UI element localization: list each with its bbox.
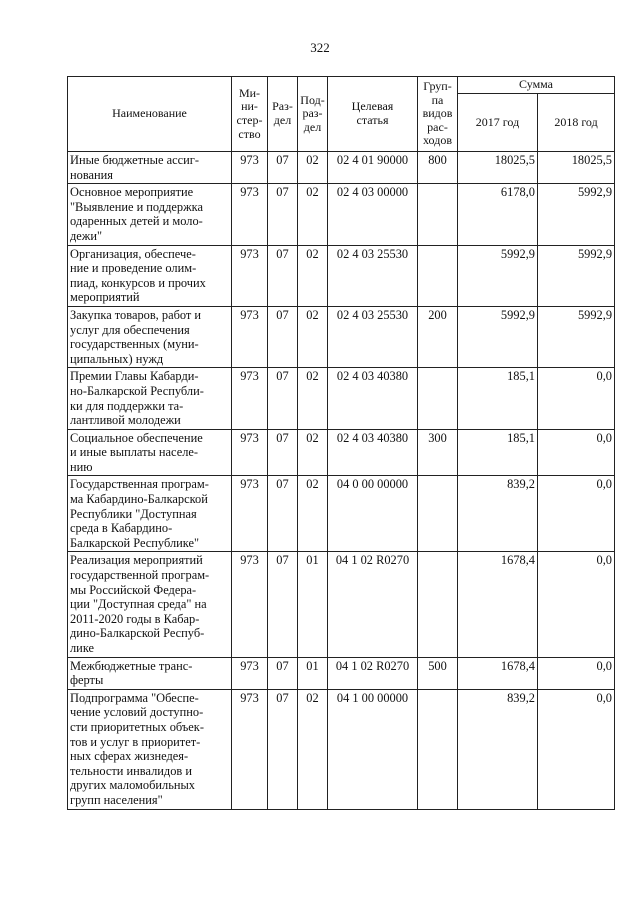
row-section: 07: [268, 657, 298, 689]
table-row: [68, 689, 615, 809]
header-line: ство: [238, 126, 261, 141]
header-line: Ми-: [238, 85, 261, 100]
header-sum: Сумма: [458, 77, 615, 94]
row-name: [68, 476, 232, 552]
row-ministry: 973: [232, 476, 268, 552]
row-ministry: 973: [232, 245, 268, 306]
row-ministry: 973: [232, 657, 268, 689]
row-target: 02 4 03 00000: [328, 184, 418, 245]
row-sum-2018: 5992,9: [538, 306, 615, 367]
row-sum-2017: 5992,9: [458, 245, 538, 306]
row-name-line: 2011-2020 годы в Кабар-: [70, 611, 200, 626]
header-line: дел: [303, 119, 322, 134]
row-name-line: ферты: [70, 673, 104, 688]
row-name-line: ма Кабардино-Балкарской: [70, 492, 208, 507]
row-name-line: лике: [70, 641, 95, 655]
row-name-line: Подпрограмма "Обеспе-: [70, 690, 199, 705]
row-sum-2018: 0,0: [538, 689, 615, 809]
row-target: 02 4 03 40380: [328, 368, 418, 429]
page-number: 322: [310, 40, 330, 55]
row-section: 07: [268, 368, 298, 429]
row-target: 04 1 00 00000: [328, 689, 418, 809]
table-row: [68, 184, 615, 245]
row-name-line: но-Балкарской Республи-: [70, 383, 204, 398]
header-line: ходов: [423, 133, 452, 148]
row-subsection: 02: [298, 245, 328, 306]
row-name-line: тельности инвалидов и: [70, 763, 192, 778]
header-ministry: [232, 77, 268, 152]
row-section: 07: [268, 689, 298, 809]
row-name-line: ки для поддержки та-: [70, 398, 184, 413]
header-line: па: [431, 92, 444, 107]
row-subsection: 01: [298, 552, 328, 657]
table-row: [68, 152, 615, 184]
row-target: 04 1 02 R0270: [328, 552, 418, 657]
row-name: [68, 368, 232, 429]
row-name: [68, 152, 232, 184]
row-name: [68, 552, 232, 657]
row-sum-2017: 6178,0: [458, 184, 538, 245]
row-name-line: групп населения": [70, 792, 163, 807]
row-sum-2018: 0,0: [538, 552, 615, 657]
header-line: ни-: [241, 99, 258, 114]
row-name-line: Государственная програм-: [70, 477, 209, 492]
row-ministry: 973: [232, 552, 268, 657]
table-row: [68, 657, 615, 689]
row-expense-group: [418, 689, 458, 809]
header-line: статья: [356, 113, 389, 127]
row-sum-2018: 0,0: [538, 429, 615, 476]
row-section: 07: [268, 476, 298, 552]
header-line: раз-: [302, 106, 323, 121]
row-name-line: Республики "Доступная: [70, 506, 197, 521]
row-expense-group: [418, 552, 458, 657]
row-section: 07: [268, 306, 298, 367]
header-line: видов: [422, 106, 453, 121]
row-sum-2018: 5992,9: [538, 245, 615, 306]
header-year-2018: 2018 год: [538, 94, 615, 152]
row-name-line: ципальных) нужд: [70, 351, 164, 366]
row-name-line: Организация, обеспече-: [70, 246, 196, 261]
row-expense-group: 300: [418, 429, 458, 476]
row-sum-2017: 5992,9: [458, 306, 538, 367]
row-sum-2017: 185,1: [458, 368, 538, 429]
row-section: 07: [268, 184, 298, 245]
row-name-line: других маломобильных: [70, 778, 196, 793]
row-target: 02 4 03 40380: [328, 429, 418, 476]
row-sum-2018: 18025,5: [538, 152, 615, 184]
row-name-line: тов и услуг в приоритет-: [70, 734, 201, 749]
row-sum-2017: 1678,4: [458, 552, 538, 657]
header-section: [268, 77, 298, 152]
row-name-line: мероприятий: [70, 290, 140, 305]
row-name-line: сти приоритетных объек-: [70, 719, 204, 734]
header-line: Груп-: [423, 79, 452, 94]
row-ministry: 973: [232, 152, 268, 184]
row-section: 07: [268, 245, 298, 306]
row-name-line: Межбюджетные транс-: [70, 658, 193, 673]
row-name-line: ции "Доступная среда" на: [70, 597, 207, 612]
row-name-line: среда в Кабардино-: [70, 521, 173, 536]
header-year-2017: 2017 год: [458, 94, 538, 152]
row-name-line: дежи": [70, 228, 103, 243]
row-name-line: государственной програм-: [70, 568, 210, 583]
row-subsection: 02: [298, 306, 328, 367]
header-line: дел: [273, 113, 292, 127]
header-line: Целевая: [351, 99, 394, 114]
row-ministry: 973: [232, 306, 268, 367]
row-subsection: 02: [298, 429, 328, 476]
row-name-line: одаренных детей и моло-: [70, 214, 203, 229]
row-target: 04 1 02 R0270: [328, 657, 418, 689]
row-name-line: Иные бюджетные ассиг-: [70, 153, 199, 167]
header-row: [68, 77, 615, 94]
row-ministry: 973: [232, 368, 268, 429]
row-name-line: ние и проведение олим-: [70, 261, 197, 276]
row-name-line: Основное мероприятие: [70, 185, 194, 200]
row-expense-group: 800: [418, 152, 458, 184]
row-name-line: пиад, конкурсов и прочих: [70, 275, 206, 290]
row-expense-group: [418, 476, 458, 552]
row-name-line: дино-Балкарской Респуб-: [70, 626, 205, 641]
row-name: [68, 184, 232, 245]
row-expense-group: [418, 184, 458, 245]
row-section: 07: [268, 152, 298, 184]
table-row: [68, 429, 615, 476]
row-name-line: мы Российской Федера-: [70, 582, 197, 597]
row-subsection: 02: [298, 476, 328, 552]
row-name-line: Премии Главы Кабарди-: [70, 369, 199, 384]
row-sum-2018: 0,0: [538, 476, 615, 552]
row-name-line: государственных (муни-: [70, 337, 199, 352]
row-name-line: Закупка товаров, работ и: [70, 307, 202, 322]
row-sum-2018: 0,0: [538, 368, 615, 429]
header-line: стер-: [236, 113, 263, 127]
row-name-line: Социальное обеспечение: [70, 430, 203, 445]
row-sum-2017: 839,2: [458, 476, 538, 552]
row-expense-group: 200: [418, 306, 458, 367]
row-name-line: Балкарской Республике": [70, 535, 200, 550]
row-subsection: 01: [298, 657, 328, 689]
header-line: рас-: [427, 119, 448, 134]
table-row: [68, 306, 615, 367]
row-section: 07: [268, 429, 298, 476]
row-name-line: лантливой молодежи: [70, 413, 181, 428]
row-name: [68, 429, 232, 476]
row-name-line: нию: [70, 459, 93, 474]
row-expense-group: [418, 245, 458, 306]
row-name-line: нования: [70, 167, 113, 182]
row-name-line: чение условий доступно-: [70, 705, 204, 720]
header-subsection: [298, 77, 328, 152]
table-row: [68, 476, 615, 552]
row-sum-2017: 839,2: [458, 689, 538, 809]
row-target: 02 4 03 25530: [328, 306, 418, 367]
row-target: 02 4 03 25530: [328, 245, 418, 306]
row-subsection: 02: [298, 689, 328, 809]
budget-table: [67, 76, 615, 810]
table-row: [68, 368, 615, 429]
row-name: [68, 245, 232, 306]
header-line: Под-: [300, 92, 325, 107]
row-sum-2018: 5992,9: [538, 184, 615, 245]
row-ministry: 973: [232, 184, 268, 245]
row-sum-2017: 18025,5: [458, 152, 538, 184]
row-ministry: 973: [232, 429, 268, 476]
row-name-line: и иные выплаты населе-: [70, 445, 199, 460]
row-ministry: 973: [232, 689, 268, 809]
row-expense-group: [418, 368, 458, 429]
header-expense-group: [418, 77, 458, 152]
row-name: [68, 657, 232, 689]
row-sum-2017: 185,1: [458, 429, 538, 476]
row-subsection: 02: [298, 368, 328, 429]
row-subsection: 02: [298, 152, 328, 184]
table-row: [68, 552, 615, 657]
header-target: [328, 77, 418, 152]
table-row: [68, 245, 615, 306]
row-expense-group: 500: [418, 657, 458, 689]
row-target: 02 4 01 90000: [328, 152, 418, 184]
row-name-line: Реализация мероприятий: [70, 553, 203, 568]
row-sum-2018: 0,0: [538, 657, 615, 689]
row-name: [68, 306, 232, 367]
row-name: [68, 689, 232, 809]
header-line: Раз-: [272, 99, 293, 114]
row-name-line: ных сферах жизнедея-: [70, 749, 189, 764]
row-section: 07: [268, 552, 298, 657]
row-subsection: 02: [298, 184, 328, 245]
header-name: Наименование: [68, 77, 232, 152]
row-name-line: услуг для обеспечения: [70, 322, 190, 337]
row-target: 04 0 00 00000: [328, 476, 418, 552]
row-name-line: "Выявление и поддержка: [70, 199, 203, 214]
row-sum-2017: 1678,4: [458, 657, 538, 689]
